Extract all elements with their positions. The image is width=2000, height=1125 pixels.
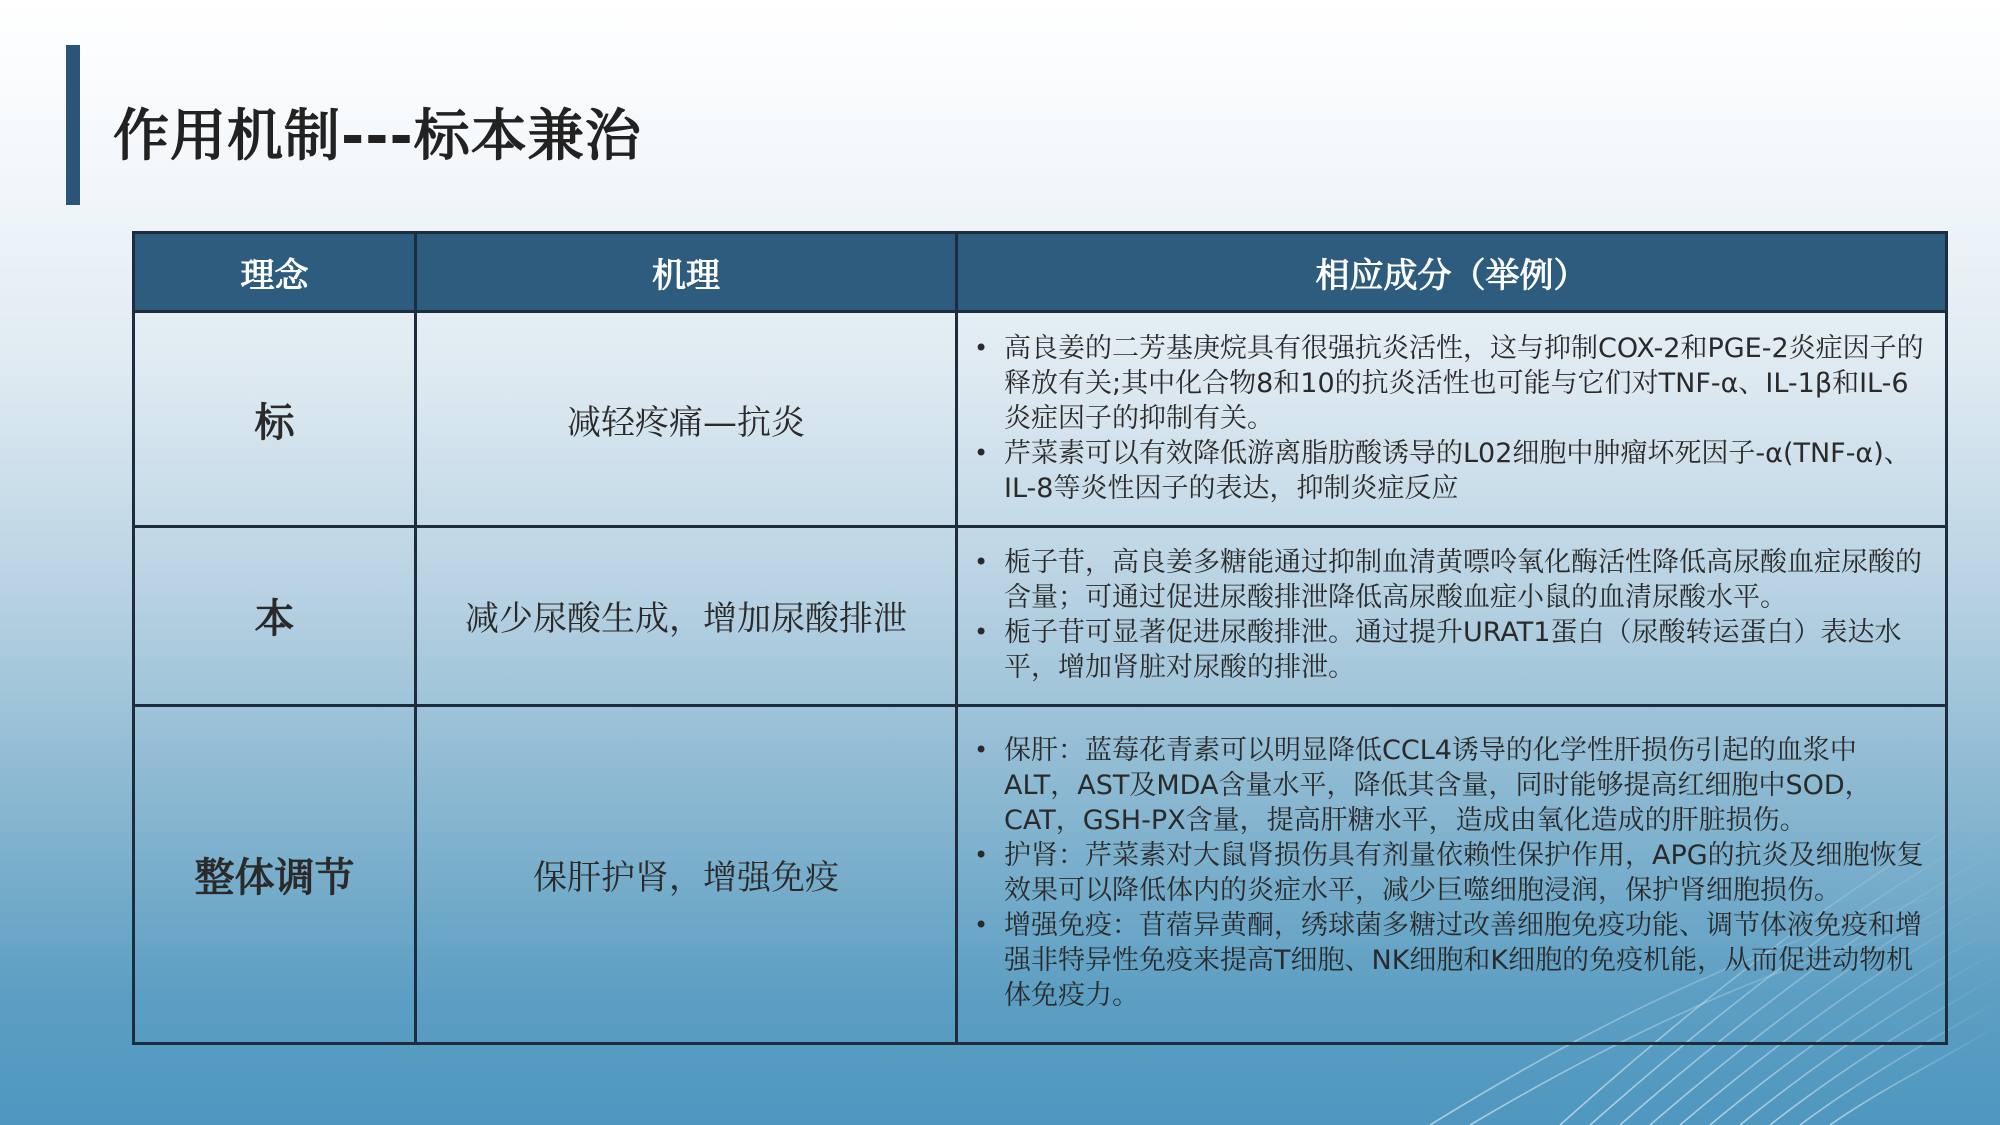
mechanism-table [132,231,1948,1045]
list-item: • 栀子苷，高良姜多糖能通过抑制血清黄嘌呤氧化酶活性降低高尿酸血症尿酸的含量；可通过促进尿酸排泄降低高尿酸血症小鼠的血清尿酸水平。 [970,545,1927,615]
mechanism-cell: 保肝护肾，增强免疫 [416,705,957,1043]
table-row [134,705,1947,1043]
header-components: 相应成分（举例） [957,233,1947,312]
table-header-row [134,233,1947,312]
title-accent-bar [66,45,80,205]
list-item: • 高良姜的二芳基庚烷具有很强抗炎活性，这与抑制COX-2和PGE-2炎症因子的释放有关;其中化合物8和10的抗炎活性也可能与它们对TNF-α、IL-1β和IL-6炎症因子的抑制有关。 [970,331,1927,436]
component-list [970,733,1927,1013]
list-item: • 护肾：芹菜素对大鼠肾损伤具有剂量依赖性保护作用，APG的抗炎及细胞恢复效果可以降低体内的炎症水平，减少巨噬细胞浸润，保护肾细胞损伤。 [970,838,1927,908]
table-row [134,527,1947,705]
list-item: • 栀子苷可显著促进尿酸排泄。通过提升URAT1蛋白（尿酸转运蛋白）表达水平，增加肾脏对尿酸的排泄。 [970,615,1927,685]
component-list [970,331,1927,506]
mechanism-cell: 减少尿酸生成，增加尿酸排泄 [416,527,957,705]
mechanism-cell: 减轻疼痛—抗炎 [416,312,957,527]
header-idea: 理念 [134,233,416,312]
list-item: • 保肝：蓝莓花青素可以明显降低CCL4诱导的化学性肝损伤引起的血浆中ALT，AST及MDA含量水平，降低其含量，同时能够提高红细胞中SOD，CAT，GSH-PX含量，提高肝糖水平，造成由氧化造成的肝脏损伤。 [970,733,1927,838]
idea-cell: 整体调节 [134,705,416,1043]
list-item: • 芹菜素可以有效降低游离脂肪酸诱导的L02细胞中肿瘤坏死因子-α(TNF-α)、IL-8等炎性因子的表达，抑制炎症反应 [970,436,1927,506]
table-row [134,312,1947,527]
components-cell [957,312,1947,527]
idea-cell: 本 [134,527,416,705]
list-item: • 增强免疫：苜蓿异黄酮，绣球菌多糖过改善细胞免疫功能、调节体液免疫和增强非特异性免疫来提高T细胞、NK细胞和K细胞的免疫机能，从而促进动物机体免疫力。 [970,908,1927,1013]
page-title: 作用机制---标本兼治 [113,104,642,169]
components-cell [957,527,1947,705]
components-cell [957,705,1947,1043]
header-mechanism: 机理 [416,233,957,312]
idea-cell: 标 [134,312,416,527]
component-list [970,545,1927,685]
